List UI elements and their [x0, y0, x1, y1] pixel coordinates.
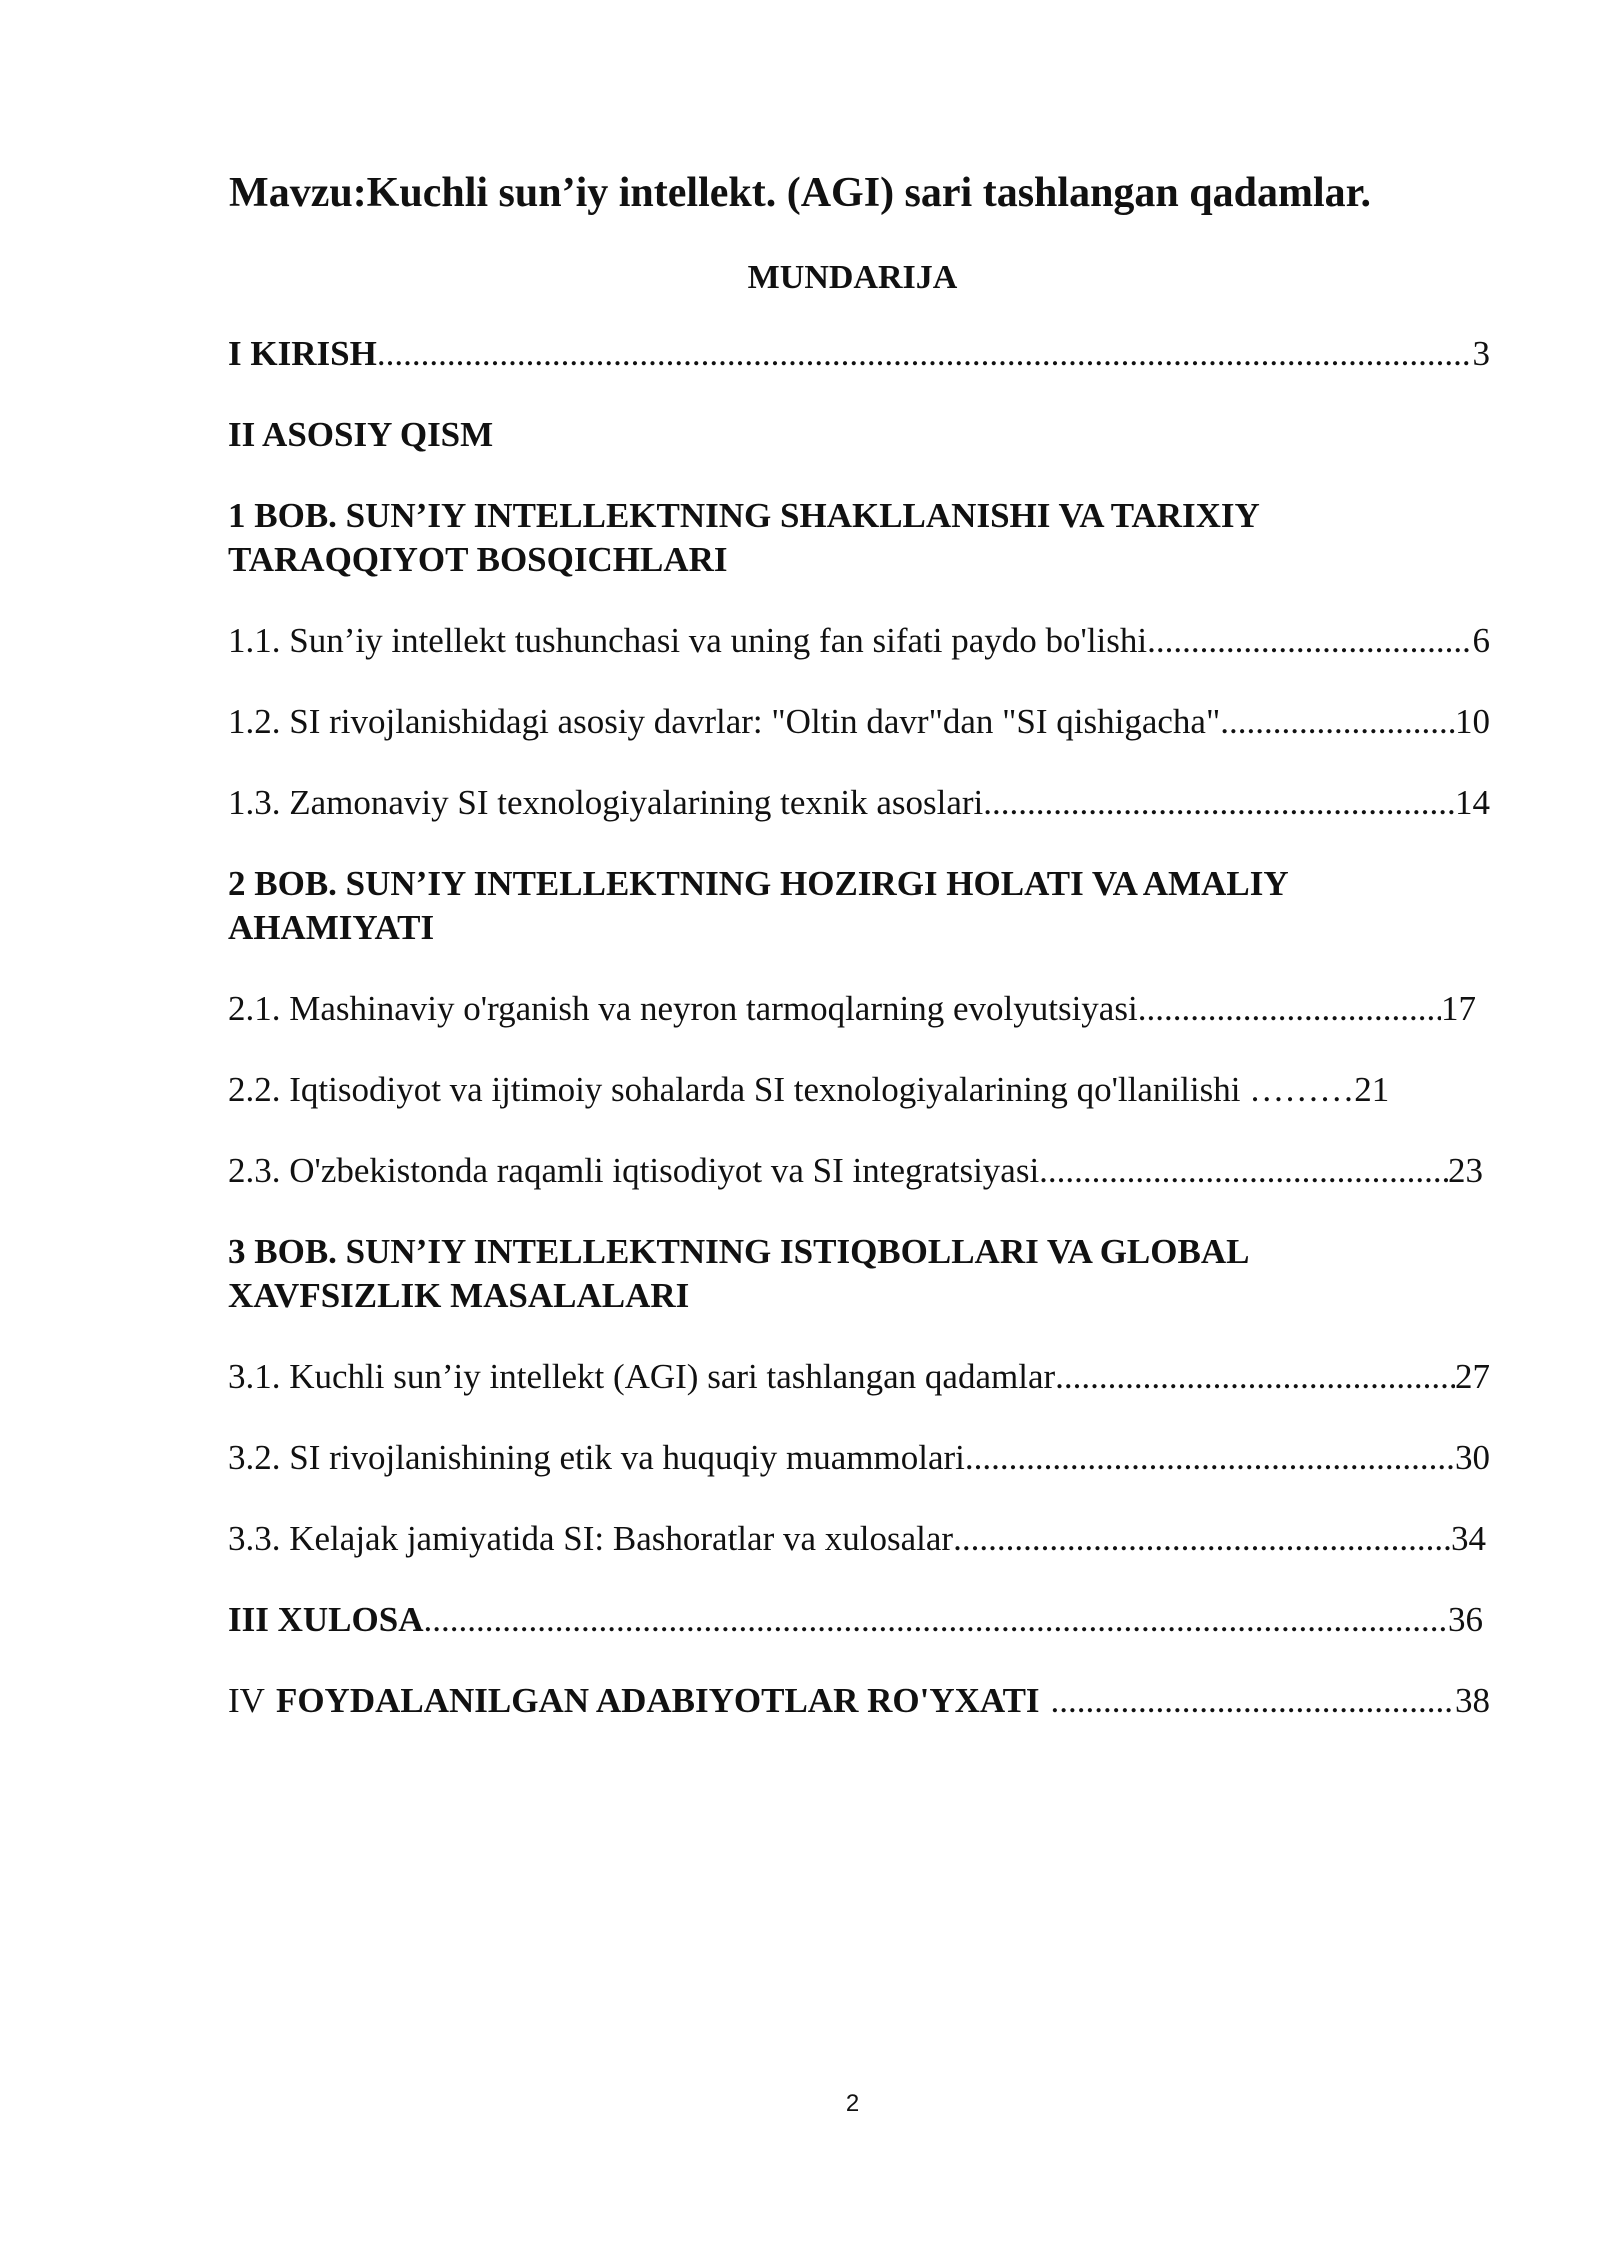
- toc-entry-page: 36: [1448, 1600, 1483, 1639]
- toc-entry-label: II ASOSIY QISM: [228, 415, 494, 454]
- toc-entry-page: 21: [1354, 1070, 1390, 1109]
- toc-chapter-2[interactable]: [228, 862, 1378, 950]
- toc-chapter-label: 1 BOB. SUN’IY INTELLEKTNING SHAKLLANISHI VA TARIXIY TARAQQIYOT BOSQICHLARI: [228, 496, 1259, 579]
- toc-entry-label: 1.2. SI rivojlanishidagi asosiy davrlar: "Oltin davr"dan "SI qishigacha": [228, 702, 1221, 741]
- toc-dot-leader: [1138, 987, 1441, 1031]
- toc-dot-leader: [1220, 700, 1455, 744]
- toc-entry-label: 2.2. Iqtisodiyot va ijtimoiy sohalarda SI texnologiyalarining qo'llanilishi: [228, 1070, 1241, 1109]
- toc-heading: MUNDARIJA: [747, 259, 958, 296]
- toc-chapter-label: 2 BOB. SUN’IY INTELLEKTNING HOZIRGI HOLATI VA AMALIY AHAMIYATI: [228, 864, 1288, 947]
- toc-entry-label: 3.2. SI rivojlanishining etik va huquqiy muammolari: [228, 1438, 965, 1477]
- toc-entry-label: 1.1. Sun’iy intellekt tushunchasi va uning fan sifati paydo bo'lishi: [228, 621, 1148, 660]
- toc-entry-3-2[interactable]: [228, 1436, 1490, 1480]
- toc-entry-page: 17: [1441, 989, 1476, 1028]
- toc-entry-label: 2.3. O'zbekistonda raqamli iqtisodiyot va SI integratsiyasi: [228, 1151, 1040, 1190]
- toc-entry-1-3[interactable]: [228, 781, 1490, 825]
- toc-entry-kirish[interactable]: [228, 332, 1490, 376]
- toc-dot-leader: [983, 781, 1455, 825]
- toc-entry-page: 6: [1472, 621, 1490, 660]
- toc-entry-page: 14: [1455, 783, 1490, 822]
- document-title: Mavzu:Kuchli sun’iy intellekt. (AGI) sari tashlangan qadamlar.: [229, 170, 1371, 216]
- toc-entry-1-2[interactable]: [228, 700, 1490, 744]
- toc-entry-page: 23: [1448, 1151, 1483, 1190]
- toc-entry-3-3[interactable]: [228, 1517, 1486, 1561]
- toc-dot-leader: [953, 1517, 1451, 1561]
- toc-entry-page: 3: [1472, 334, 1490, 373]
- toc-entry-3-1[interactable]: [228, 1355, 1490, 1399]
- toc-ellipsis-leader: ………: [1249, 1070, 1355, 1109]
- toc-entry-page: 10: [1455, 702, 1490, 741]
- toc-entry-page: 34: [1451, 1519, 1486, 1558]
- toc-dot-leader: [965, 1436, 1455, 1480]
- toc-dot-leader: [1039, 1149, 1448, 1193]
- toc-entry-label: III XULOSA: [228, 1600, 424, 1639]
- toc-entry-label: I KIRISH: [228, 334, 377, 373]
- toc-entry-asosiy-qism[interactable]: [228, 413, 493, 457]
- toc-entry-2-2[interactable]: [228, 1068, 1389, 1112]
- toc-chapter-label: 3 BOB. SUN’IY INTELLEKTNING ISTIQBOLLARI VA GLOBAL XAVFSIZLIK MASALALARI: [228, 1232, 1248, 1315]
- toc-dot-leader: [1147, 619, 1472, 663]
- page-number: 2: [845, 2090, 860, 2117]
- toc-chapter-3[interactable]: [228, 1230, 1378, 1318]
- toc-entry-xulosa[interactable]: [228, 1598, 1483, 1642]
- toc-dot-leader: [1055, 1355, 1455, 1399]
- toc-entry-2-1[interactable]: [228, 987, 1476, 1031]
- toc-entry-label: 3.3. Kelajak jamiyatida SI: Bashoratlar va xulosalar: [228, 1519, 954, 1558]
- toc-entry-page: 38: [1455, 1681, 1490, 1720]
- toc-entry-label: 3.1. Kuchli sun’iy intellekt (AGI) sari tashlangan qadamlar: [228, 1357, 1056, 1396]
- toc-entry-label: FOYDALANILGAN ADABIYOTLAR RO'YXATI: [275, 1681, 1040, 1720]
- toc-chapter-1[interactable]: [228, 494, 1378, 582]
- toc-dot-leader: [423, 1598, 1448, 1642]
- toc-dot-leader: [1051, 1679, 1455, 1723]
- toc-entry-page: 30: [1455, 1438, 1490, 1477]
- toc-entry-2-3[interactable]: [228, 1149, 1483, 1193]
- toc-entry-page: 27: [1455, 1357, 1490, 1396]
- toc-entry-label: 2.1. Mashinaviy o'rganish va neyron tarmoqlarning evolyutsiyasi: [228, 989, 1138, 1028]
- toc-entry-prefix: IV: [228, 1681, 265, 1720]
- toc-entry-adabiyotlar[interactable]: [228, 1679, 1490, 1723]
- toc-entry-label: 1.3. Zamonaviy SI texnologiyalarining texnik asoslari: [228, 783, 984, 822]
- toc-dot-leader: [377, 332, 1473, 376]
- toc-entry-1-1[interactable]: [228, 619, 1490, 663]
